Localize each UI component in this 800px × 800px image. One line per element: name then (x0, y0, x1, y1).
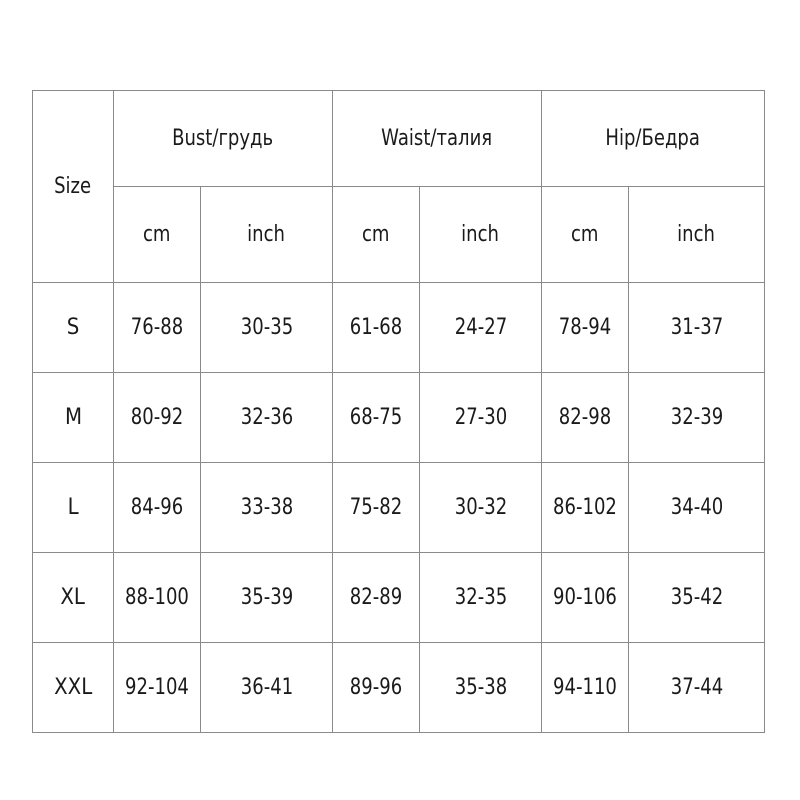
bust-cm-header: cm (114, 187, 201, 283)
hip-cm-header: cm (542, 187, 629, 283)
size-label: M (33, 373, 114, 463)
waist-cm-header: cm (333, 187, 420, 283)
bust-inch-cell: 35-39 (201, 553, 333, 643)
bust-inch-cell: 36-41 (201, 643, 333, 733)
hip-cm-cell: 90-106 (542, 553, 629, 643)
hip-cm-cell: 82-98 (542, 373, 629, 463)
bust-inch-cell: 33-38 (201, 463, 333, 553)
size-label: XXL (33, 643, 114, 733)
waist-cm-cell: 68-75 (333, 373, 420, 463)
bust-inch-header: inch (201, 187, 333, 283)
hip-inch-cell: 35-42 (629, 553, 765, 643)
hip-group-header: Hip/Бедра (542, 91, 765, 187)
table-row-s (33, 283, 765, 373)
waist-inch-cell: 35-38 (420, 643, 542, 733)
size-label: S (33, 283, 114, 373)
bust-inch-cell: 30-35 (201, 283, 333, 373)
hip-inch-cell: 37-44 (629, 643, 765, 733)
size-chart-table (32, 90, 765, 733)
hip-inch-cell: 31-37 (629, 283, 765, 373)
waist-inch-cell: 32-35 (420, 553, 542, 643)
table-row-xxl (33, 643, 765, 733)
size-column-header: Size (33, 91, 114, 283)
bust-cm-cell: 80-92 (114, 373, 201, 463)
table-row-m (33, 373, 765, 463)
hip-cm-cell: 94-110 (542, 643, 629, 733)
bust-cm-cell: 88-100 (114, 553, 201, 643)
bust-group-header: Bust/грудь (114, 91, 333, 187)
size-label: XL (33, 553, 114, 643)
hip-cm-cell: 86-102 (542, 463, 629, 553)
hip-inch-header: inch (629, 187, 765, 283)
waist-inch-cell: 30-32 (420, 463, 542, 553)
bust-inch-cell: 32-36 (201, 373, 333, 463)
waist-cm-cell: 82-89 (333, 553, 420, 643)
waist-inch-header: inch (420, 187, 542, 283)
hip-cm-cell: 78-94 (542, 283, 629, 373)
waist-cm-cell: 89-96 (333, 643, 420, 733)
size-label: L (33, 463, 114, 553)
waist-cm-cell: 61-68 (333, 283, 420, 373)
waist-group-header: Waist/талия (333, 91, 542, 187)
waist-inch-cell: 27-30 (420, 373, 542, 463)
hip-inch-cell: 32-39 (629, 373, 765, 463)
waist-inch-cell: 24-27 (420, 283, 542, 373)
hip-inch-cell: 34-40 (629, 463, 765, 553)
bust-cm-cell: 76-88 (114, 283, 201, 373)
table-row-xl (33, 553, 765, 643)
waist-cm-cell: 75-82 (333, 463, 420, 553)
bust-cm-cell: 92-104 (114, 643, 201, 733)
table-row-l (33, 463, 765, 553)
bust-cm-cell: 84-96 (114, 463, 201, 553)
